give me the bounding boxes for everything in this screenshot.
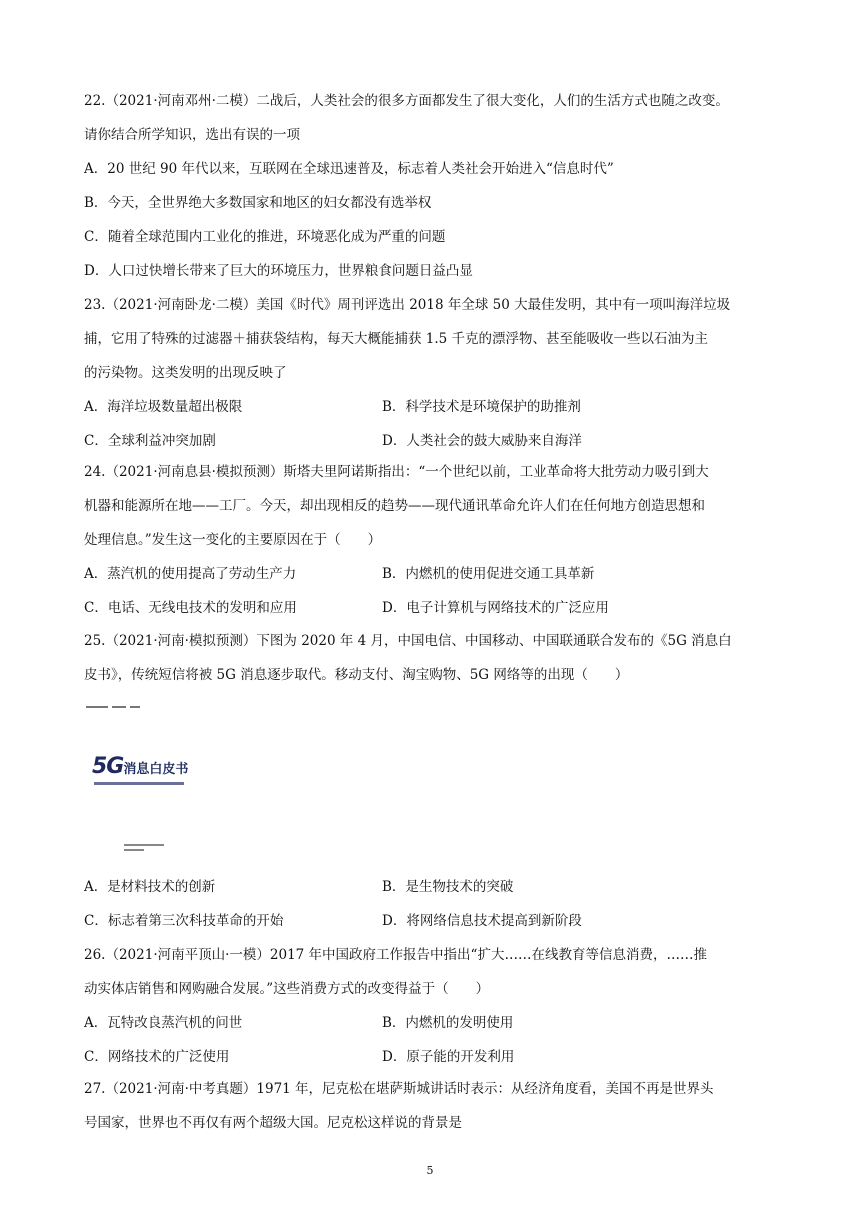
option-b: B．是生物技术的突破 [382, 879, 514, 895]
question-text-line: 皮书》，传统短信将被 5G 消息逐步取代。移动支付、淘宝购物、5G 网络等的出现（ ） [84, 667, 629, 683]
option-d: D．将网络信息技术提高到新阶段 [382, 913, 582, 929]
option-b: B．内燃机的发明使用 [382, 1015, 514, 1031]
question-26 [84, 938, 784, 1074]
option-b: B．科学技术是环境保护的助推剂 [382, 399, 581, 415]
option-b: B．今天，全世界绝大多数国家和地区的妇女都没有选举权 [84, 195, 432, 211]
question-text-line: 24.（2021·河南息县·模拟预测）斯塔夫里阿诺斯指出：“一个世纪以前，工业革命将大批劳动力吸引到大 [84, 464, 709, 480]
options-row [84, 390, 784, 424]
question-text-line: 机器和能源所在地——工厂。今天，却出现相反的趋势——现代通讯革命允许人们在任何地方创造思想和 [84, 498, 705, 514]
question-23 [84, 288, 784, 458]
options-row [84, 557, 784, 591]
options-row [84, 870, 784, 904]
question-text-line: 请你结合所学知识，选出有误的一项 [84, 127, 300, 143]
question-text-line: 23.（2021·河南卧龙·二模）美国《时代》周刊评选出 2018 年全球 50 大最佳发明，其中有一项叫海洋垃圾 [84, 297, 731, 313]
option-a: A．20 世纪 90 年代以来，互联网在全球迅速普及，标志着人类社会开始进入“信息时代” [84, 161, 614, 177]
option-b: B．内燃机的使用促进交通工具革新 [382, 566, 595, 582]
option-d: D．人类社会的鼓大威胁来自海洋 [382, 433, 582, 449]
options-row [84, 1040, 784, 1074]
question-text-line: 捕，它用了特殊的过滤器＋捕获袋结构，每天大概能捕获 1.5 千克的漂浮物、甚至能吸收一些以石油为主 [84, 331, 709, 347]
option-c: C．网络技术的广泛使用 [84, 1049, 230, 1065]
question-25 [84, 624, 784, 692]
question-text-line: 号国家，世界也不再仅有两个超级大国。尼克松这样说的背景是 [84, 1115, 462, 1131]
question-text-line: 26.（2021·河南平顶山·一模）2017 年中国政府工作报告中指出“扩大……在线教育等信息消费，……推 [84, 947, 707, 963]
option-a: A．海洋垃圾数量超出极限 [84, 399, 243, 415]
5g-whitepaper-cover-image [84, 698, 284, 858]
option-d: D．电子计算机与网络技术的广泛应用 [382, 600, 609, 616]
option-a: A．是材料技术的创新 [84, 879, 216, 895]
question-24 [84, 455, 784, 625]
question-text-line: 的污染物。这类发明的出现反映了 [84, 365, 287, 381]
options-row [84, 591, 784, 625]
option-c: C．标志着第三次科技革命的开始 [84, 913, 284, 929]
option-c: C．随着全球范围内工业化的推进，环境恶化成为严重的问题 [84, 229, 446, 245]
options-row [84, 1006, 784, 1040]
question-text-line: 27.（2021·河南·中考真题）1971 年，尼克松在堪萨斯城讲话时表示：从经济角度看，美国不再是世界头 [84, 1081, 714, 1097]
options-row [84, 904, 784, 938]
page-number: 5 [426, 1164, 434, 1177]
publisher-strip [124, 844, 164, 854]
question-text-line: 25.（2021·河南·模拟预测）下图为 2020 年 4 月，中国电信、中国移动、中国联通联合发布的《5G 消息白 [84, 633, 732, 649]
option-a: A．蒸汽机的使用提高了劳动生产力 [84, 566, 297, 582]
option-d: D．人口过快增长带来了巨大的环境压力，世界粮食问题日益凸显 [84, 263, 473, 279]
whitepaper-logo: 5G消息白皮书 [92, 754, 189, 779]
option-d: D．原子能的开发利用 [382, 1049, 515, 1065]
logo-strip [86, 704, 144, 709]
question-text-line: 22.（2021·河南邓州·二模）二战后，人类社会的很多方面都发生了很大变化，人们的生活方式也随之改变。 [84, 93, 729, 109]
option-c: C．全球利益冲突加剧 [84, 433, 216, 449]
question-text-line: 处理信息。”发生这一变化的主要原因在于（ ） [84, 532, 382, 548]
question-22 [84, 84, 784, 288]
question-25-options [84, 870, 784, 938]
question-27 [84, 1072, 784, 1140]
subtitle-strip [94, 782, 184, 785]
option-c: C．电话、无线电技术的发明和应用 [84, 600, 297, 616]
option-a: A．瓦特改良蒸汽机的问世 [84, 1015, 243, 1031]
question-text-line: 动实体店销售和网购融合发展。”这些消费方式的改变得益于（ ） [84, 981, 490, 997]
options-row [84, 424, 784, 458]
